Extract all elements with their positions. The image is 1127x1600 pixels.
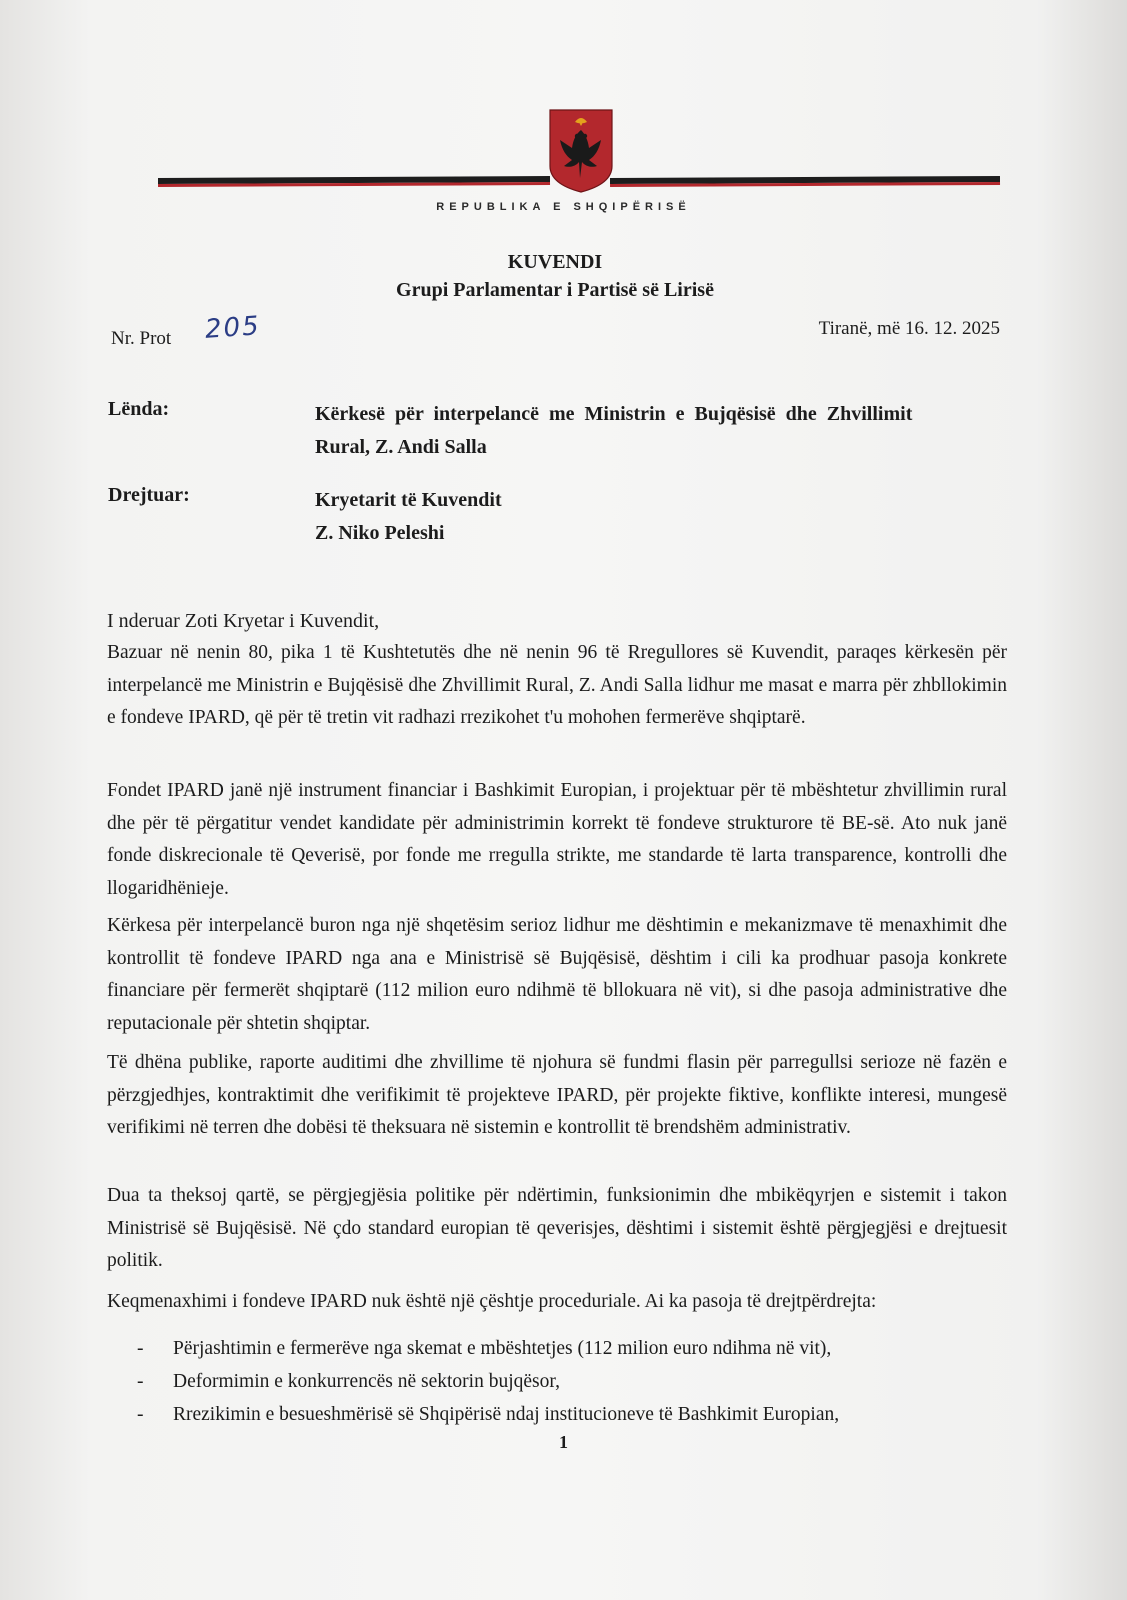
consequence-list xyxy=(107,1332,1007,1431)
page-number: 1 xyxy=(559,1432,568,1452)
protocol-label: Nr. Prot xyxy=(111,328,172,349)
body-paragraph: Keqmenaxhimi i fondeve IPARD nuk është një çështje proceduriale. Ai ka pasoja të drejtpërdrejta: xyxy=(107,1291,877,1312)
body-paragraph: Kërkesa për interpelancë buron nga një shqetësim serioz lidhur me dështimin e mekanizmave të menaxhimit dhe kontrollit të fondeve IPARD nga ana e Ministrisë së Bujqësisë, dështim i cili ka prodhuar pasoja konkrete financiare për fermerët shqiptarë (112 milion euro ndihmë të bllokuara në vit), si dhe pasoja administrative dhe reputacionale për shtetin shqiptar. xyxy=(107,915,1007,1034)
subject-label: Lënda: xyxy=(108,398,170,420)
institution-heading xyxy=(0,248,1110,304)
addressee-line: Z. Niko Peleshi xyxy=(315,522,445,544)
subject-line: Kërkesë për interpelancë me Ministrin e Bujqësisë dhe Zhvillimit xyxy=(315,403,913,425)
subject-line: Rural, Z. Andi Salla xyxy=(315,436,487,458)
addressee-line: Kryetarit të Kuvendit xyxy=(315,489,502,511)
republic-caption: REPUBLIKA E SHQIPËRISË xyxy=(436,201,691,213)
coat-of-arms-icon xyxy=(548,108,614,194)
letter-date: Tiranë, më 16. 12. 2025 xyxy=(818,318,1000,339)
protocol-number-handwritten: 205 xyxy=(204,311,262,345)
body-paragraph: Bazuar në nenin 80, pika 1 të Kushtetutës dhe në nenin 96 të Rregullores së Kuvendit, paraqes kërkesën për interpelancë me Ministrin e Bujqësisë dhe Zhvillimit Rural, Z. Andi Salla lidhur me masat e marra për zhbllokimin e fondeve IPARD, që për të tretin vit radhazi rrezikohet t'u mohohen fermerëve shqiptarë. xyxy=(107,642,1007,728)
body-paragraph: Dua ta theksoj qartë, se përgjegjësia politike për ndërtimin, funksionimin dhe mbikëqyrjen e sistemit i takon Ministrisë së Bujqësisë. Në çdo standard europian të qeverisjes, dështimi i sistemit është përgjegjësi e drejtuesit politik. xyxy=(107,1185,1007,1271)
addressee-label: Drejtuar: xyxy=(108,484,190,506)
subject-value xyxy=(315,398,1003,464)
bullet-dash: - xyxy=(137,1338,144,1359)
body-paragraph: Të dhëna publike, raporte auditimi dhe zhvillime të njohura së fundmi flasin për parregullsi serioze në fazën e përzgjedhjes, kontraktimit dhe verifikimit të projekteve IPARD, për projekte fiktive, konflikte interesi, mungesë verifikimi në terren dhe dobësi të theksuara në sistemin e kontrollit të brendshëm administrativ. xyxy=(107,1052,1007,1138)
parliamentary-group: Grupi Parlamentar i Partisë së Lirisë xyxy=(396,279,714,301)
salutation: I nderuar Zoti Kryetar i Kuvendit, xyxy=(107,610,380,632)
bullet-dash: - xyxy=(137,1371,144,1392)
addressee-value xyxy=(315,484,1003,550)
list-item: - Rrezikimin e besueshmërisë së Shqipërisë ndaj institucioneve të Bashkimit Europian, xyxy=(107,1398,1007,1431)
header-rule-right xyxy=(610,176,1000,184)
list-item: - Përjashtimin e fermerëve nga skemat e mbështetjes (112 milion euro ndihma në vit), xyxy=(107,1332,1007,1365)
list-item: - Deformimin e konkurrencës në sektorin bujqësor, xyxy=(107,1365,1007,1398)
header-rule-left xyxy=(158,176,550,184)
bullet-dash: - xyxy=(137,1404,144,1425)
institution-name: KUVENDI xyxy=(507,251,603,273)
body-paragraph: Fondet IPARD janë një instrument financiar i Bashkimit Europian, i projektuar për të mbështetur zhvillimin rural dhe për të përgatitur vendet kandidate për administrimin korrekt të fondeve strukturore të BE-së. Ato nuk janë fonde diskrecionale të Qeverisë, por fonde me rregulla strikte, me standarde të larta transparence, kontrolli dhe llogaridhënieje. xyxy=(107,780,1007,899)
